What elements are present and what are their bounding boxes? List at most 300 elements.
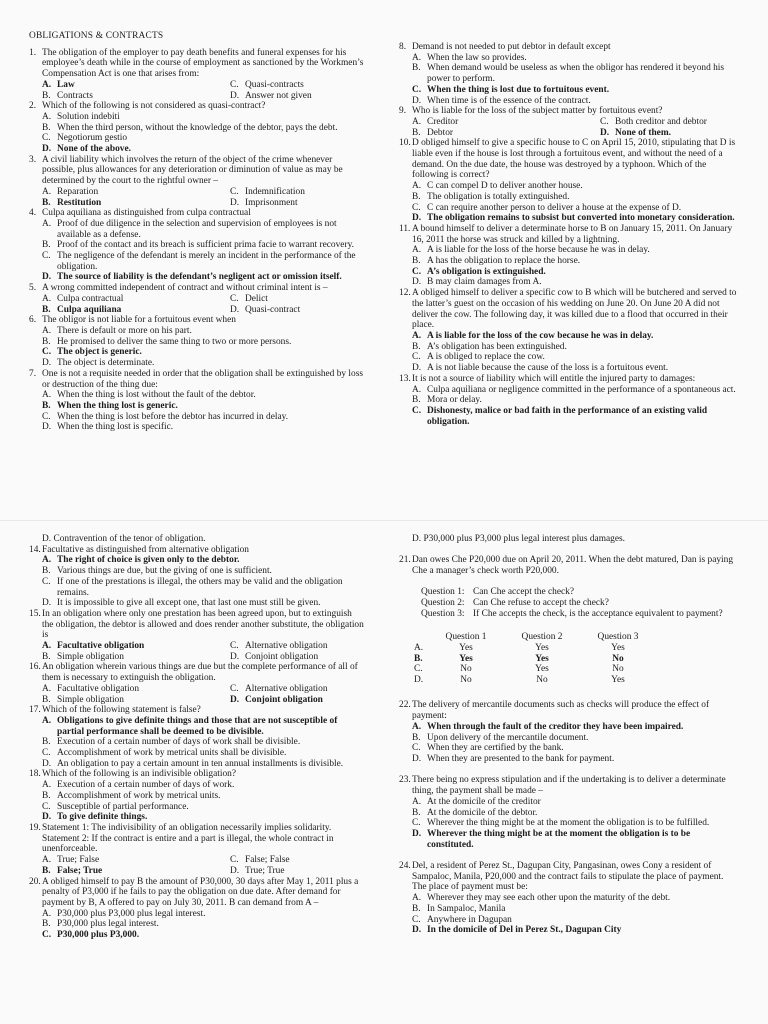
option-letter: B.	[412, 341, 421, 352]
answer-option	[29, 641, 217, 652]
answer-option	[217, 641, 328, 652]
option-letter: D.	[412, 754, 422, 764]
answer-option	[29, 251, 364, 272]
question-stem: Statement 1: The indivisibility of an obligation necessarily implies solidarity. Statement 2: If the contract is entire and a part is illegal, the whole contract in unenforceable.	[42, 822, 334, 855]
answer-option	[29, 390, 364, 401]
option-text: Culpa contractual	[57, 293, 124, 304]
option-letter: C.	[230, 79, 239, 90]
option-text: Facultative obligation	[57, 641, 145, 652]
question-number: 22.	[399, 700, 411, 711]
answer-option	[29, 791, 364, 802]
question-item	[399, 288, 739, 374]
answer-table-cell: Yes	[535, 642, 549, 653]
question-number: 20.	[29, 876, 41, 887]
answer-option	[29, 855, 217, 866]
option-letter: C.	[42, 801, 51, 812]
question-number: 14.	[29, 544, 41, 555]
option-letter: D.	[42, 758, 52, 769]
answer-option	[29, 909, 364, 920]
option-letter: D.	[42, 272, 52, 283]
option-text: When the thing is lost due to fortuitous event.	[427, 84, 610, 95]
option-letter: A.	[412, 893, 422, 904]
answer-table-header	[414, 632, 656, 643]
option-text: C can compel D to deliver another house.	[427, 181, 583, 192]
document-title: OBLIGATIONS & CONTRACTS	[29, 31, 164, 41]
option-text: The negligence of the defendant is merely an incident in the performance of the obligation.	[57, 251, 356, 272]
option-letter: A.	[412, 181, 422, 192]
answer-table-row	[414, 643, 656, 654]
question-stem: It is not a source of liability which will entitle the injured party to damages:	[412, 373, 696, 384]
option-letter: B.	[42, 651, 51, 662]
question-stem: An obligation wherein various things are due but the complete performance of all of them is necessary to extinguish the obligation.	[42, 662, 358, 684]
question-text	[399, 138, 739, 181]
answer-option	[29, 930, 364, 941]
question-stem: Who is liable for the loss of the subject matter by fortuitous event?	[412, 106, 663, 117]
answer-option-row	[29, 652, 364, 663]
option-text: Law	[57, 79, 75, 90]
question-stem: A civil liability which involves the return of the object of the crime whenever possible, plus allowances for any deterioration or diminution of value as may be determined by the court to the rightful owner –	[42, 154, 343, 187]
answer-option	[29, 555, 364, 566]
option-letter: A.	[42, 293, 52, 304]
option-text: A is obliged to replace the cow.	[427, 352, 545, 363]
option-text: The right of choice is given only to the debtor.	[57, 555, 240, 566]
subquestion	[399, 609, 739, 620]
option-text: Wherever the thing might be at the moment the obligation is to be constituted.	[427, 828, 691, 850]
answer-table-heading: Question 3	[597, 632, 639, 643]
option-text: When time is of the essence of the contract.	[427, 95, 591, 106]
answer-option	[29, 91, 217, 102]
answer-table-heading: Question 1	[445, 632, 487, 643]
option-text: Accomplishment of work by metrical units.	[57, 790, 221, 801]
answer-option	[29, 412, 364, 423]
column-right-page2	[399, 534, 739, 936]
subquestion-text: If Che accepts the check, is the acceptance equivalent to payment?	[473, 608, 723, 619]
answer-option	[399, 63, 739, 84]
option-letter: C.	[230, 641, 239, 652]
answer-option	[399, 85, 739, 96]
option-text: When the law so provides.	[427, 52, 527, 63]
question-text	[29, 208, 364, 219]
option-letter: C.	[412, 818, 421, 829]
answer-option-row	[29, 695, 364, 706]
option-text: Alternative obligation	[245, 683, 328, 694]
answer-option	[29, 347, 364, 358]
answer-table-cell: Yes	[535, 664, 549, 675]
option-letter: D.	[412, 95, 422, 106]
option-letter: D.	[600, 127, 610, 138]
question-text	[29, 545, 364, 556]
question-item	[399, 374, 739, 428]
answer-option	[29, 240, 364, 251]
option-letter: D.	[412, 925, 422, 936]
answer-option	[29, 748, 364, 759]
answer-table-cell: Yes	[459, 642, 473, 653]
subquestion	[399, 587, 739, 598]
answer-option	[217, 187, 305, 198]
answer-option	[29, 219, 364, 240]
answer-option	[29, 780, 364, 791]
answer-option	[29, 337, 364, 348]
subquestion-label: Question 2:	[421, 598, 465, 609]
option-letter: B.	[42, 90, 51, 101]
question-text	[399, 106, 739, 117]
question-21-answer-table	[414, 632, 656, 686]
question-text	[29, 315, 364, 326]
answer-option	[217, 866, 285, 877]
question-number: 9.	[399, 106, 407, 117]
option-text: The source of liability is the defendant’s negligent act or omission itself.	[57, 272, 342, 283]
option-letter: A.	[42, 641, 52, 652]
question-text	[29, 48, 364, 80]
subquestion	[399, 598, 739, 609]
option-text: Solution indebiti	[57, 111, 120, 122]
question-text	[29, 283, 364, 294]
question-text	[29, 609, 364, 641]
question-text	[29, 155, 364, 187]
question-item	[29, 283, 364, 315]
option-letter: C.	[230, 855, 239, 866]
question-item	[399, 224, 739, 288]
option-letter: B.	[412, 127, 421, 138]
question-stem: A bound himself to deliver a determinate horse to B on January 15, 2011. On January 16, 2011 the horse was struck and killed by a lightning.	[412, 223, 733, 245]
option-text: Quasi-contracts	[245, 79, 304, 90]
answer-option-row	[29, 198, 364, 209]
question-number: 5.	[29, 283, 37, 294]
option-letter: C.	[230, 186, 239, 197]
option-text: False; False	[245, 855, 290, 866]
question-text	[399, 555, 739, 576]
option-letter: C.	[412, 266, 422, 277]
option-text: Execution of a certain number of days of work shall be divisible.	[57, 737, 301, 748]
option-letter: C.	[412, 743, 421, 754]
option-text: A is liable for the loss of the cow because he was in delay.	[427, 330, 654, 341]
question-text	[399, 288, 739, 331]
option-letter: A.	[42, 715, 52, 726]
question-stem: The delivery of mercantile documents such as checks will produce the effect of payment:	[412, 700, 710, 722]
option-letter: A.	[412, 330, 422, 341]
answer-option	[217, 305, 300, 316]
question-item	[399, 700, 739, 764]
answer-option	[29, 695, 217, 706]
answer-table-cell: Yes	[611, 642, 625, 653]
answer-option	[399, 245, 739, 256]
answer-option	[399, 277, 739, 288]
option-text: The object is determinate.	[57, 358, 155, 369]
question-item	[399, 775, 739, 850]
answer-option	[399, 829, 739, 850]
question-text	[29, 823, 364, 855]
answer-option	[29, 577, 364, 598]
option-letter: B.	[412, 191, 421, 202]
question-item	[29, 101, 364, 155]
option-letter: B.	[42, 400, 51, 411]
answer-option	[29, 652, 217, 663]
option-text: C can require another person to deliver a house at the expense of D.	[427, 202, 682, 213]
option-text: Creditor	[427, 116, 459, 127]
question-stem: Del, a resident of Perez St., Dagupan City, Pangasinan, owes Cony a resident of Sampaloc, Manila, P20,000 and the contract fails to stipulate the place of payment. The place of payment must be:	[412, 861, 724, 893]
answer-option	[29, 112, 364, 123]
answer-table-letter: C.	[414, 664, 423, 675]
option-letter: B.	[42, 919, 51, 930]
question-stem: Dan owes Che P20,000 due on April 20, 2011. When the debt matured, Dan is paying Che a manager’s check worth P20,000.	[412, 555, 734, 577]
question-item	[29, 48, 364, 102]
answer-option	[217, 695, 323, 706]
option-letter: D.	[230, 90, 240, 101]
option-letter: A.	[42, 855, 52, 866]
option-text: True; True	[245, 865, 285, 876]
answer-option	[29, 866, 217, 877]
question-number: 8.	[399, 42, 407, 52]
option-letter: D.	[412, 213, 422, 224]
option-letter: C.	[42, 347, 52, 358]
question-item	[29, 662, 364, 705]
answer-table-corner	[414, 632, 428, 643]
option-text: Simple obligation	[57, 694, 124, 705]
option-text: Both creditor and debtor	[615, 116, 707, 127]
answer-table-heading: Question 2	[521, 632, 563, 643]
subquestion-text: Can Che accept the check?	[473, 587, 574, 598]
question-text	[399, 42, 739, 53]
option-letter: D.	[412, 828, 422, 839]
option-letter: A.	[412, 245, 422, 256]
answer-option	[217, 80, 304, 91]
answer-option	[587, 117, 707, 128]
question-item	[399, 42, 739, 106]
option-text: Proof of due diligence in the selection and supervision of employees is not available as a defense.	[57, 218, 337, 240]
question-number: 24.	[399, 861, 411, 871]
option-letter: D.	[412, 277, 422, 288]
answer-option	[399, 722, 739, 733]
question-stem: A obliged himself to pay B the amount of P30,000, 30 days after May 1, 2011 plus a penalty of P3,000 if he fails to pay the obligation on due date. After demand for payment by B, A offered to pay on July 30, 2011. B can demand from A –	[42, 876, 359, 908]
option-text: Conjoint obligation	[245, 651, 319, 662]
answer-option	[29, 144, 364, 155]
answer-option	[29, 133, 364, 144]
question-item	[29, 369, 364, 433]
option-letter: B.	[412, 807, 421, 818]
answer-table-cell: Yes	[459, 653, 473, 664]
option-text: Wherever the thing might be at the moment the obligation is to be fulfilled.	[427, 818, 710, 829]
question-item	[29, 769, 364, 823]
option-letter: A.	[42, 908, 52, 919]
option-letter: C.	[230, 293, 239, 304]
answer-option	[29, 401, 364, 412]
option-text: Anywhere in Dagupan	[427, 914, 512, 925]
answer-option	[29, 305, 217, 316]
option-letter: A.	[412, 52, 422, 63]
answer-option	[29, 802, 364, 813]
option-text: Quasi-contract	[245, 304, 301, 315]
option-letter: B.	[412, 256, 421, 267]
option-letter: A.	[42, 683, 52, 694]
option-text: A’s obligation is extinguished.	[427, 266, 546, 277]
option-letter: A.	[42, 780, 52, 791]
option-text: True; False	[57, 855, 100, 866]
question-item	[29, 155, 364, 209]
answer-option	[399, 203, 739, 214]
option-text: When the thing lost is generic.	[57, 400, 178, 411]
question-number: 1.	[29, 47, 37, 58]
answer-option-row	[29, 305, 364, 316]
question-stem: Demand is not needed to put debtor in default except	[412, 42, 611, 52]
option-text: Answer not given	[245, 90, 312, 101]
answer-option	[29, 198, 217, 209]
option-text: A’s obligation has been extinguished.	[427, 341, 567, 352]
option-letter: C.	[412, 914, 421, 925]
answer-option	[399, 733, 739, 744]
question-stem: Which of the following is an indivisible obligation?	[42, 769, 236, 780]
answer-option	[399, 808, 739, 819]
option-text: The object is generic.	[57, 347, 142, 358]
option-letter: A.	[42, 79, 52, 90]
option-letter: D.	[230, 304, 240, 315]
option-letter: C.	[600, 116, 609, 127]
answer-option	[29, 598, 364, 609]
answer-option	[29, 919, 364, 930]
question-stem: A obliged himself to deliver a specific cow to B which will be butchered and served to the latter’s guest on the occasion of his wedding on June 20. On June 20 A did not deliver the cow. The following day, it was killed due to a flood that occurred in their place.	[412, 288, 737, 331]
option-letter: C.	[42, 748, 51, 759]
option-text: Imprisonment	[245, 197, 298, 208]
option-text: Dishonesty, malice or bad faith in the performance of an existing valid obligation.	[427, 405, 708, 427]
answer-option-row	[29, 684, 364, 695]
question-text	[29, 369, 364, 390]
option-letter: B.	[42, 566, 51, 577]
answer-option	[29, 737, 364, 748]
answer-option	[399, 192, 739, 203]
answer-option	[399, 96, 739, 107]
answer-table-cell: Yes	[611, 675, 625, 686]
answer-table-row	[414, 654, 656, 665]
option-letter: A.	[412, 796, 422, 807]
question-text	[29, 769, 364, 780]
answer-table-cell: No	[612, 664, 624, 675]
answer-option	[399, 256, 739, 267]
answer-option	[399, 53, 739, 64]
option-text: In the domicile of Del in Perez St., Dagupan City	[427, 925, 622, 936]
question-stem: Which of the following statement is false?	[42, 705, 201, 716]
question-text	[29, 877, 364, 909]
question-stem: D obliged himself to give a specific house to C on April 15, 2010, stipulating that D is liable even if the house is lost through a fortuitous event, and without the need of a demand. On the due date, the house was destroyed by a typhoon. Which of the following is correct?	[412, 138, 736, 181]
question-number: 17.	[29, 705, 41, 716]
option-text: Mora or delay.	[427, 395, 482, 406]
option-text: At the domicile of the creditor	[427, 796, 541, 807]
answer-option	[399, 915, 739, 926]
option-letter: B.	[412, 732, 421, 743]
option-letter: A.	[412, 384, 422, 395]
option-letter: C.	[42, 930, 52, 941]
question-stem: Culpa aquiliana as distinguished from culpa contractual	[42, 208, 251, 219]
question-stem: In an obligation where only one prestation has been agreed upon, but to extinguish the obligation, the debtor is allowed and does render another substitute, the obligation is	[42, 608, 364, 641]
answer-table-cell: No	[536, 675, 548, 686]
answer-option	[29, 272, 364, 283]
answer-option	[29, 187, 217, 198]
question-item	[399, 106, 739, 138]
option-text: Proof of the contact and its breach is sufficient prima facie to warrant recovery.	[57, 240, 355, 251]
option-letter: A.	[412, 721, 422, 732]
answer-option-row	[29, 866, 364, 877]
subquestion-label: Question 1:	[421, 587, 465, 598]
question-number: 6.	[29, 315, 37, 326]
answer-option	[399, 128, 587, 139]
option-text: Debtor	[427, 127, 454, 138]
option-letter: A.	[42, 218, 52, 229]
question-number: 10.	[399, 138, 411, 149]
option-text: Facultative obligation	[57, 683, 140, 694]
answer-option	[399, 117, 587, 128]
answer-option-row	[29, 641, 364, 652]
option-text: There is default or more on his part.	[57, 325, 192, 336]
option-text: Execution of a certain number of days of work.	[57, 780, 235, 791]
question-text	[29, 705, 364, 716]
answer-option	[399, 395, 739, 406]
answer-option	[29, 358, 364, 369]
column-right-page1	[399, 42, 739, 427]
option-text: When they are presented to the bank for payment.	[427, 754, 615, 764]
answer-table-letter: D.	[414, 675, 424, 686]
question-item	[399, 555, 739, 576]
option-text: At the domicile of the debtor.	[427, 807, 538, 818]
question-number: 4.	[29, 208, 37, 219]
answer-option	[399, 331, 739, 342]
question-number: 13.	[399, 373, 411, 384]
subquestion-label: Question 3:	[421, 608, 465, 619]
option-letter: C.	[412, 202, 421, 213]
answer-option	[399, 363, 739, 374]
answer-option-row	[399, 117, 739, 128]
answer-option	[29, 294, 217, 305]
question-stem: The obligation of the employer to pay death benefits and funeral expenses for his employee’s death while in the course of employment as sanctioned by the Workmen’s Compensation Act is one that arises from:	[42, 47, 364, 80]
option-letter: A.	[42, 111, 52, 122]
answer-option	[399, 818, 739, 829]
option-letter: D.	[230, 694, 240, 705]
question-item	[29, 545, 364, 609]
question-item	[399, 138, 739, 224]
option-letter: C.	[42, 133, 51, 144]
column-left-page2	[29, 534, 364, 941]
option-letter: B.	[42, 197, 51, 208]
answer-option	[399, 754, 739, 765]
answer-option	[399, 893, 739, 904]
option-text: When the thing is lost before the debtor has incurred in delay.	[57, 411, 289, 422]
option-text: Obligations to give definite things and those that are not susceptible of partial performance shall be deemed to be divisible.	[57, 715, 338, 737]
option-text: When the thing lost is specific.	[57, 422, 174, 433]
answer-table-row	[414, 664, 656, 675]
question-number: 19.	[29, 822, 41, 833]
option-letter: D.	[42, 144, 52, 155]
option-letter: C.	[412, 405, 422, 416]
question-item	[29, 823, 364, 877]
option-text: Reparation	[57, 186, 99, 197]
answer-option-row	[29, 855, 364, 866]
question-stem: The obligor is not liable for a fortuitous event when	[42, 315, 236, 326]
answer-option	[399, 385, 739, 396]
answer-option	[399, 797, 739, 808]
answer-option	[217, 652, 318, 663]
answer-option	[29, 759, 364, 770]
question-item	[399, 861, 739, 936]
option-text: Indemnification	[245, 186, 305, 197]
option-text: None of the above.	[57, 144, 131, 155]
option-text: P30,000 plus P3,000.	[57, 930, 140, 941]
answer-table-letter: B.	[414, 653, 423, 664]
question-number: 21.	[399, 555, 411, 566]
question-item	[29, 208, 364, 283]
answer-option	[399, 925, 739, 936]
option-text: In Sampaloc, Manila	[427, 903, 506, 914]
answer-table-row	[414, 675, 656, 686]
option-text: He promised to deliver the same thing to two or more persons.	[57, 336, 292, 347]
option-text: Culpa aquiliana	[57, 304, 122, 315]
question-item	[29, 609, 364, 663]
